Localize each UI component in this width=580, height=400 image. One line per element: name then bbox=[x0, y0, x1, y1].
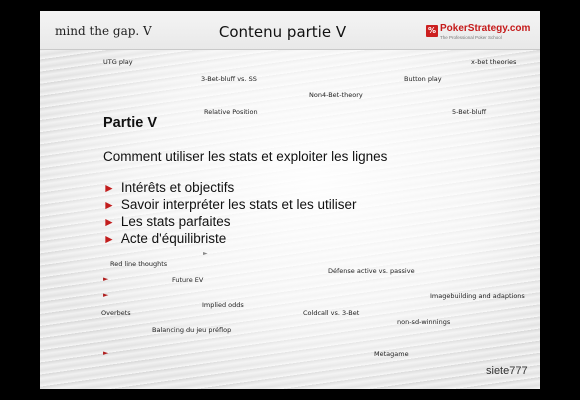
bullet-arrow-icon: ► bbox=[103, 232, 115, 246]
topic-relative-position: Relative Position bbox=[204, 108, 258, 116]
topic-imagebuilding: Imagebuilding and adaptions bbox=[430, 292, 525, 300]
bullet-item bbox=[103, 197, 356, 214]
bullet-arrow-icon: ► bbox=[103, 215, 115, 229]
topic-non-sd-winnings: non-sd-winnings bbox=[397, 318, 451, 326]
slide-header bbox=[40, 11, 540, 50]
bullet-item bbox=[103, 180, 356, 197]
topic-utg-play: UTG play bbox=[103, 58, 133, 66]
topic-metagame: Metagame bbox=[374, 350, 409, 358]
bullet-text: Intérêts et objectifs bbox=[120, 180, 235, 195]
series-label: mind the gap. V bbox=[55, 24, 152, 38]
logo-mark-icon: % bbox=[427, 26, 436, 35]
bullet-text: Les stats parfaites bbox=[120, 214, 231, 229]
topic-coldcall: Coldcall vs. 3-Bet bbox=[303, 309, 360, 317]
small-arrow-icon: ► bbox=[103, 349, 109, 357]
small-arrow-icon: ► bbox=[203, 250, 208, 257]
slide-title: Contenu partie V bbox=[218, 23, 347, 41]
author-signature: siete777 bbox=[486, 365, 528, 377]
bullet-arrow-icon: ► bbox=[103, 181, 115, 195]
topic-overbets: Overbets bbox=[101, 309, 131, 317]
topic-xbet-theories: x-bet theories bbox=[471, 58, 517, 66]
pokerstrategy-logo bbox=[426, 23, 532, 43]
topic-non4bet-theory: Non4-Bet-theory bbox=[309, 91, 363, 99]
topic-3bet-bluff: 3-Bet-bluff vs. SS bbox=[201, 75, 257, 83]
logo-name: PokerStrategy.com bbox=[440, 23, 531, 34]
bullet-text: Savoir interpréter les stats et les utiliser bbox=[120, 197, 357, 212]
logo-tagline: The Professional Poker School bbox=[440, 35, 502, 40]
topic-red-line-thoughts: Red line thoughts bbox=[110, 260, 168, 268]
bullet-text: Acte d'équilibriste bbox=[120, 231, 227, 246]
bullet-item bbox=[103, 231, 356, 248]
topic-balancing: Balancing du jeu préflop bbox=[152, 326, 232, 334]
small-arrow-icon: ► bbox=[103, 275, 109, 283]
topic-implied-odds: Implied odds bbox=[202, 301, 244, 309]
slide bbox=[40, 11, 540, 389]
small-arrow-icon: ► bbox=[103, 291, 109, 299]
topic-5bet-bluff: 5-Bet-bluff bbox=[452, 108, 487, 116]
topic-defense-active: Défense active vs. passive bbox=[328, 267, 415, 275]
part-title: Partie V bbox=[103, 115, 157, 131]
topic-future-ev: Future EV bbox=[172, 276, 204, 284]
bullet-item bbox=[103, 214, 356, 231]
bullet-list bbox=[103, 180, 356, 248]
part-subtitle: Comment utiliser les stats et exploiter les lignes bbox=[103, 149, 388, 164]
bullet-arrow-icon: ► bbox=[103, 198, 115, 212]
topic-button-play: Button play bbox=[404, 75, 442, 83]
